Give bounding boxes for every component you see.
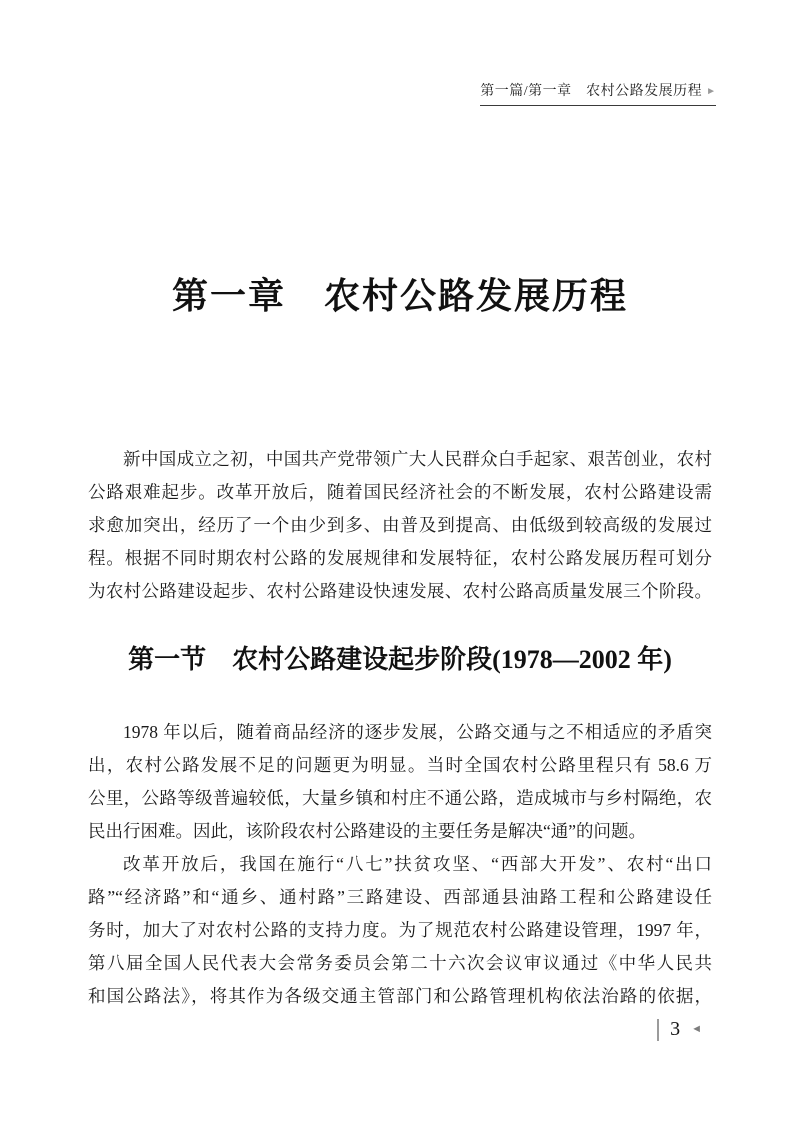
text-line: 新中国成立之初，中国共产党带领广大人民群众白手起家、艰苦创业，农村 [123,449,712,469]
text-line: 路”“经济路”和“通乡、通村路”三路建设、西部通县油路工程和公路建设任 [88,887,712,907]
text-line: 务时，加大了对农村公路的支持力度。为了规范农村公路建设管理，1997 年， [88,920,712,940]
text-line: 为农村公路建设起步、农村公路建设快速发展、农村公路高质量发展三个阶段。 [88,581,712,601]
text-line: 公路艰难起步。改革开放后，随着国民经济社会的不断发展，农村公路建设需 [88,482,712,502]
text-line: 第八届全国人民代表大会常务委员会第二十六次会议审议通过《中华人民共 [88,953,712,973]
text-line: 求愈加突出，经历了一个由少到多、由普及到提高、由低级到较高级的发展过 [88,515,712,535]
intro-paragraphs [88,443,712,608]
footer-divider [657,1019,659,1041]
text-line: 民出行困难。因此，该阶段农村公路建设的主要任务是解决“通”的问题。 [88,821,647,841]
text-line: 改革开放后，我国在施行“八七”扶贫攻坚、“西部大开发”、农村“出口 [123,854,712,874]
text-line: 出，农村公路发展不足的问题更为明显。当时全国农村公路里程只有 58.6 万 [88,755,712,775]
header-arrow-icon: ► [706,86,716,97]
chapter-title: 第一章 农村公路发展历程 [171,276,628,316]
text-line: 程。根据不同时期农村公路的发展规律和发展特征，农村公路发展历程可划分 [88,548,712,568]
running-header-breadcrumb: 第一篇/第一章 农村公路发展历程 [480,84,703,99]
text-line: 1978 年以后，随着商品经济的逐步发展，公路交通与之不相适应的矛盾突 [123,722,712,742]
page-number: 3 [670,1018,681,1040]
section-title: 第一节 农村公路建设起步阶段(1978—2002 年) [128,645,672,674]
text-line: 和国公路法》，将其作为各级交通主管部门和公路管理机构依法治路的依据， [88,986,712,1006]
footer-arrow-icon: ◄ [691,1023,702,1035]
text-line: 公里，公路等级普遍较低，大量乡镇和村庄不通公路，造成城市与乡村隔绝，农 [88,788,712,808]
section1-paragraphs [88,716,712,1013]
running-header [480,80,716,106]
page-footer [657,1018,702,1041]
running-header-rule [480,80,716,106]
